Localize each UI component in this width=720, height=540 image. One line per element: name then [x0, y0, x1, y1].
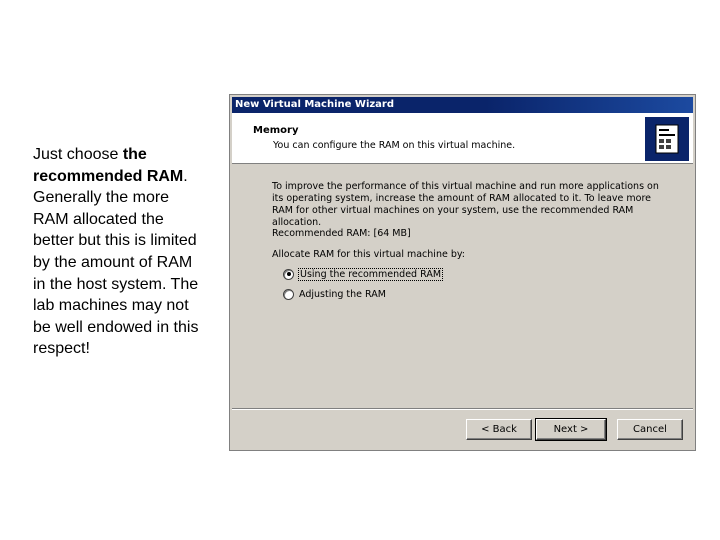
option-recommended-ram[interactable]: [283, 267, 442, 281]
back-button[interactable]: < Back: [466, 419, 532, 440]
caption-intro: Just choose: [33, 146, 123, 163]
radio-unselected-icon[interactable]: [283, 289, 294, 300]
dialog-title: New Virtual Machine Wizard: [232, 97, 693, 113]
radio-selected-icon[interactable]: [283, 269, 294, 280]
option-label[interactable]: Using the recommended RAM: [300, 268, 442, 280]
cancel-button[interactable]: Cancel: [617, 419, 683, 440]
option-label[interactable]: Adjusting the RAM: [299, 288, 386, 300]
caption-body: . Generally the more RAM allocated the better but this is limited by the amount of RAM in the host system. The lab machines may not be well endowed in this respect!: [33, 167, 199, 358]
page-subtitle: You can configure the RAM on this virtual machine.: [273, 140, 516, 151]
allocate-ram-label: Allocate RAM for this virtual machine by:: [272, 249, 465, 260]
wizard-header: [232, 113, 693, 164]
next-button[interactable]: Next >: [536, 419, 606, 440]
caption-emphasis: the recommended RAM: [33, 146, 184, 185]
recommended-ram-label: Recommended RAM: [64 MB]: [272, 228, 411, 239]
description-text: To improve the performance of this virtual machine and run more applications on its operating system, increase the amount of RAM allocated to it. To leave more RAM for other virtual machines on your system, use the recommended RAM allocation.: [272, 181, 659, 228]
divider: [232, 408, 693, 410]
option-adjust-ram[interactable]: [283, 287, 386, 301]
page-title: Memory: [253, 125, 299, 136]
wizard-dialog: [229, 94, 696, 451]
slide-caption: [33, 144, 203, 360]
memory-chip-icon: [645, 117, 689, 161]
